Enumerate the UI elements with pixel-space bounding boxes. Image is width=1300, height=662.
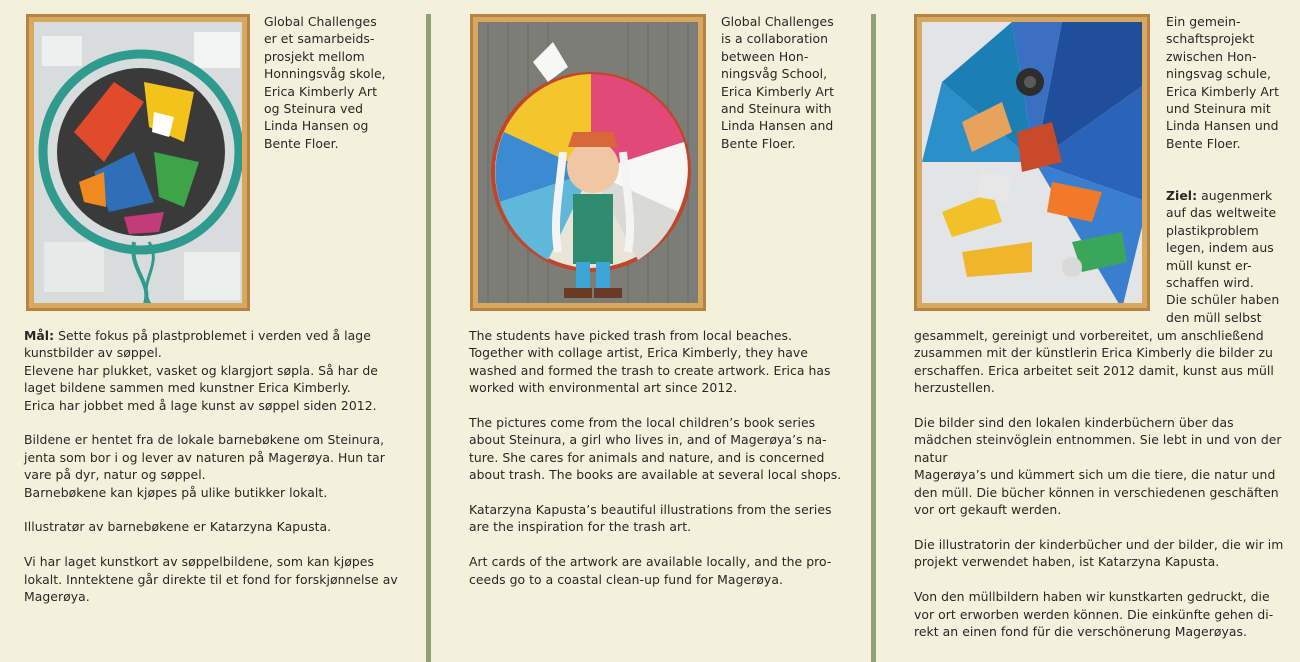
intro-blurb: Ein gemein- schaftsprojekt zwischen Hon- ningsvag schule, Erica Kimberly Art und Steinura mit Linda Hansen und Bente Floer. (1166, 14, 1279, 151)
column-german (876, 0, 1300, 662)
intro-blurb: Global Challenges is a collaboration between Hon- ningsvåg School, Erica Kimberly Art and Steinura with Linda Hansen and Bente Floer. (721, 14, 834, 151)
artwork-net-ring (26, 14, 250, 311)
goal-label: Mål: (24, 328, 55, 343)
body-text: gesammelt, gereinigt und vorbereitet, um anschließend zusammen mit der künstlerin Erica Kimberly die bilder zu erschaffen. Erica arbeitet seit 2012 damit, kunst aus müll herzustellen. Die bilder sind den lokalen kinderbüchern über das mädchen steinvöglein entnommen. Sie lebt in und von der natur Magerøya’s und kümmert sich um die tiere, die natur und den müll. Die bücher können in verschiedenen geschäften vor ort gekauft werden. Die illustratorin der kinderbücher und der bilder, die wir im projekt verwendet haben, ist Katarzyna Kapusta. Von den müllbildern haben wir kunstkarten gedruckt, die vor ort erworben werden können. Die einkünfte gehen di- rekt an einen fond für die verschönerung Magerøyas. (914, 328, 1284, 639)
artwork-blue-swirl-graphic (922, 22, 1142, 303)
intro-blurb: Global Challenges er et samarbeids- prosjekt mellom Honningsvåg skole, Erica Kimberly Art og Steinura ved Linda Hansen og Bente Floer. (264, 14, 386, 151)
column-norwegian (0, 0, 426, 662)
body-text (24, 327, 414, 606)
artwork-steinura-girl (470, 14, 706, 311)
column-english (431, 0, 871, 662)
goal-text: Sette fokus på plastproblemet i verden ved å lage kunstbilder av søppel. Elevene har plukket, vasket og klargjort søpla. Så har de laget bildene sammen med kunstner Erica Kimberly. Erica har jobbet med å lage kunst av søppel siden 2012. Bildene er hentet fra de lokale barnebøkene om Steinura, jenta som bor i og lever av naturen på Magerøya. Hun tar vare på dyr, natur og søppel. Barnebøkene kan kjøpes på ulike butikker lokalt. Illustratør av barnebøkene er Katarzyna Kapusta. Vi har laget kunstkort av søppelbildene, som kan kjøpes lokalt. Inntektene går direkte til et fond for forskjønnelse av Magerøya. (24, 328, 398, 605)
goal-side-text (1166, 187, 1298, 326)
goal-side: augenmerk auf das weltweite plastikproblem legen, indem aus müll kunst er- schaffen wird. Die schüler haben den müll selbst (1166, 188, 1280, 325)
artwork-net-ring-graphic (34, 22, 242, 303)
artwork-steinura-girl-graphic (478, 22, 698, 303)
body-text: The students have picked trash from local beaches. Together with collage artist, Erica Kimberly, they have washed and formed the trash to create artwork. Erica has worked with environmental art since 2012. The pictures come from the local children’s book series about Steinura, a girl who lives in, and of Magerøya’s na- ture. She cares for animals and nature, and is concerned about trash. The books are available at several local shops. Katarzyna Kapusta’s beautiful illustrations from the series are the inspiration for the trash art. Art cards of the artwork are available locally, and the pro- ceeds go to a coastal clean-up fund for Magerøya. (469, 328, 842, 587)
artwork-blue-swirl (914, 14, 1150, 311)
goal-label: Ziel: (1166, 188, 1198, 203)
